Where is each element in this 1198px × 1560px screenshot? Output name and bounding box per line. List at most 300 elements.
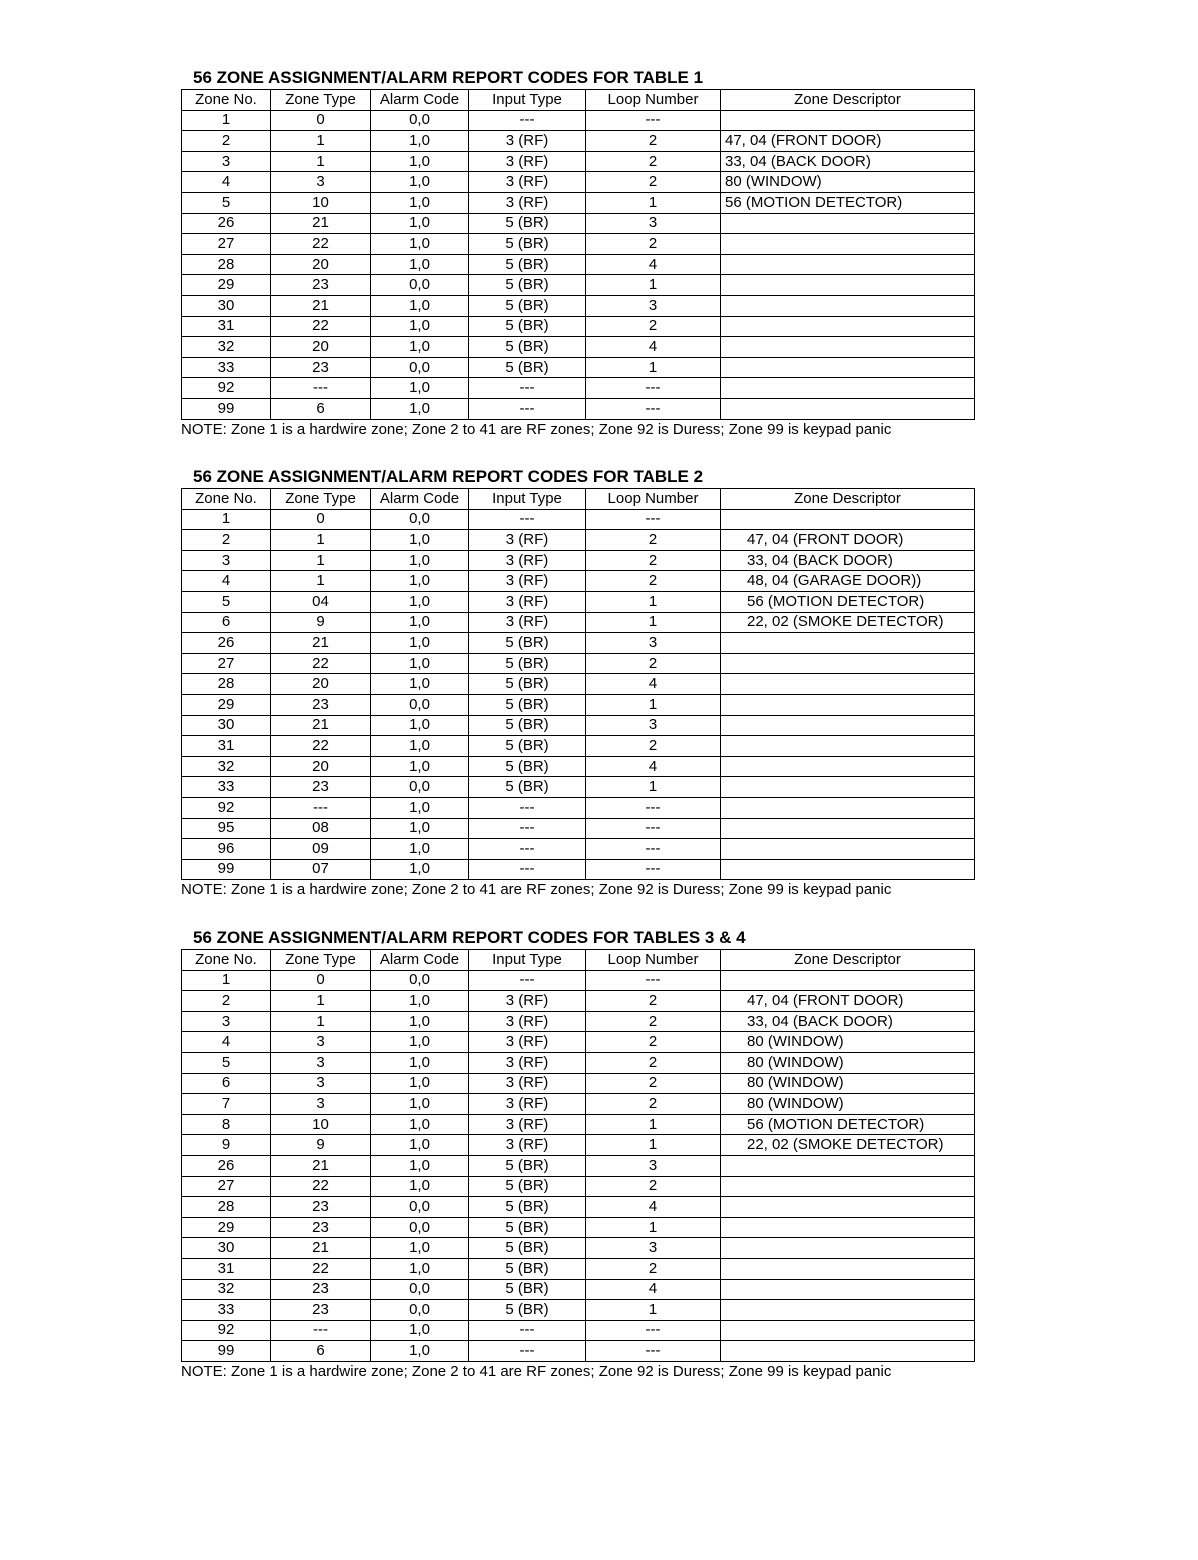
zone-descriptor-text: 80 (WINDOW) [747,1033,844,1051]
cell-zone-descriptor [721,234,975,255]
table-row [182,991,975,1012]
cell-zone-descriptor [721,275,975,296]
column-header-loop-number: Loop Number [586,489,721,510]
cell-zone-no: 30 [182,295,271,316]
cell-loop-number: 4 [586,674,721,695]
cell-zone-descriptor [721,254,975,275]
cell-zone-no: 29 [182,275,271,296]
cell-loop-number: 1 [586,192,721,213]
cell-input-type: 5 (BR) [469,1155,586,1176]
cell-alarm-code: 1,0 [371,653,469,674]
cell-input-type: 3 (RF) [469,530,586,551]
cell-loop-number: 2 [586,571,721,592]
cell-zone-descriptor [721,970,975,991]
cell-zone-descriptor [721,736,975,757]
cell-zone-descriptor [721,172,975,193]
cell-alarm-code: 1,0 [371,254,469,275]
table-row [182,1094,975,1115]
cell-input-type: 5 (BR) [469,316,586,337]
cell-input-type: 3 (RF) [469,172,586,193]
cell-zone-type: 1 [271,530,371,551]
cell-zone-no: 33 [182,777,271,798]
cell-zone-descriptor [721,378,975,399]
cell-input-type: 3 (RF) [469,1032,586,1053]
cell-zone-descriptor [721,991,975,1012]
cell-loop-number: 2 [586,1094,721,1115]
cell-zone-type: 10 [271,192,371,213]
cell-loop-number: --- [586,378,721,399]
table-note: NOTE: Zone 1 is a hardwire zone; Zone 2 to 41 are RF zones; Zone 92 is Duress; Zone 99 is keypad panic [181,881,892,899]
cell-alarm-code: 1,0 [371,295,469,316]
cell-zone-descriptor [721,151,975,172]
cell-zone-no: 6 [182,1073,271,1094]
cell-zone-no: 27 [182,653,271,674]
table-row [182,398,975,419]
cell-alarm-code: 1,0 [371,674,469,695]
table-title: 56 ZONE ASSIGNMENT/ALARM REPORT CODES FOR TABLES 3 & 4 [193,928,746,947]
cell-loop-number: 4 [586,1279,721,1300]
cell-alarm-code: 0,0 [371,694,469,715]
cell-zone-descriptor [721,509,975,530]
cell-loop-number: 2 [586,131,721,152]
cell-zone-no: 30 [182,1238,271,1259]
cell-loop-number: 1 [586,777,721,798]
cell-zone-descriptor [721,1197,975,1218]
table-row [182,131,975,152]
cell-zone-descriptor [721,398,975,419]
cell-zone-type: 23 [271,1217,371,1238]
cell-zone-type: 9 [271,612,371,633]
cell-zone-type: 3 [271,1094,371,1115]
cell-input-type: --- [469,818,586,839]
cell-zone-descriptor [721,571,975,592]
cell-input-type: --- [469,378,586,399]
cell-zone-descriptor [721,1155,975,1176]
cell-zone-descriptor [721,1114,975,1135]
cell-alarm-code: 0,0 [371,1217,469,1238]
table-row [182,509,975,530]
table-note: NOTE: Zone 1 is a hardwire zone; Zone 2 to 41 are RF zones; Zone 92 is Duress; Zone 99 is keypad panic [181,420,892,438]
cell-zone-no: 5 [182,591,271,612]
cell-zone-no: 4 [182,571,271,592]
cell-alarm-code: 1,0 [371,859,469,880]
cell-alarm-code: 1,0 [371,1135,469,1156]
cell-loop-number: 2 [586,172,721,193]
cell-loop-number: 3 [586,295,721,316]
cell-input-type: 5 (BR) [469,674,586,695]
cell-input-type: --- [469,110,586,131]
cell-zone-no: 31 [182,736,271,757]
cell-zone-descriptor [721,1300,975,1321]
cell-zone-descriptor [721,653,975,674]
cell-loop-number: --- [586,509,721,530]
zone-table-2-section [181,466,974,900]
cell-zone-type: 22 [271,1258,371,1279]
cell-zone-type: 20 [271,756,371,777]
cell-zone-no: 28 [182,1197,271,1218]
cell-zone-no: 27 [182,1176,271,1197]
cell-loop-number: 2 [586,550,721,571]
cell-loop-number: 1 [586,694,721,715]
zone-descriptor-text: 56 (MOTION DETECTOR) [747,1115,925,1133]
zone-descriptor-text: 47, 04 (FRONT DOOR) [747,991,904,1009]
cell-loop-number: 3 [586,633,721,654]
cell-input-type: 3 (RF) [469,192,586,213]
cell-zone-no: 26 [182,633,271,654]
cell-zone-type: 22 [271,234,371,255]
cell-alarm-code: 1,0 [371,1238,469,1259]
table-row [182,378,975,399]
cell-zone-type: 23 [271,1300,371,1321]
cell-zone-no: 92 [182,797,271,818]
cell-loop-number: 2 [586,1052,721,1073]
table-header-row [182,950,975,971]
cell-input-type: 5 (BR) [469,234,586,255]
cell-alarm-code: 1,0 [371,192,469,213]
cell-alarm-code: 1,0 [371,1155,469,1176]
cell-zone-descriptor [721,1052,975,1073]
cell-zone-no: 6 [182,612,271,633]
table-row [182,756,975,777]
cell-loop-number: 1 [586,275,721,296]
cell-alarm-code: 1,0 [371,715,469,736]
cell-alarm-code: 1,0 [371,736,469,757]
cell-loop-number: 4 [586,337,721,358]
cell-zone-type: 08 [271,818,371,839]
cell-input-type: 5 (BR) [469,275,586,296]
cell-input-type: 5 (BR) [469,736,586,757]
cell-input-type: 5 (BR) [469,254,586,275]
cell-zone-no: 99 [182,398,271,419]
cell-input-type: --- [469,1341,586,1362]
zone-descriptor-text: 80 (WINDOW) [747,1094,844,1112]
zone-descriptor-text: 80 (WINDOW) [747,1053,844,1071]
cell-loop-number: 1 [586,591,721,612]
column-header-zone-no: Zone No. [182,489,271,510]
table-row [182,839,975,860]
cell-input-type: 5 (BR) [469,1176,586,1197]
cell-input-type: 5 (BR) [469,213,586,234]
cell-input-type: 5 (BR) [469,653,586,674]
zone-descriptor-text: 80 (WINDOW) [747,1074,844,1092]
cell-zone-descriptor [721,859,975,880]
cell-loop-number: 2 [586,736,721,757]
cell-zone-type: 1 [271,1011,371,1032]
cell-zone-type: 21 [271,1155,371,1176]
cell-loop-number: 3 [586,213,721,234]
cell-loop-number: 4 [586,254,721,275]
cell-loop-number: 1 [586,1300,721,1321]
cell-loop-number: 1 [586,612,721,633]
cell-input-type: 5 (BR) [469,295,586,316]
cell-loop-number: 1 [586,357,721,378]
table-row [182,1135,975,1156]
cell-loop-number: --- [586,797,721,818]
column-header-zone-type: Zone Type [271,489,371,510]
table-row [182,1073,975,1094]
cell-alarm-code: 1,0 [371,1073,469,1094]
cell-alarm-code: 1,0 [371,571,469,592]
cell-input-type: 5 (BR) [469,756,586,777]
cell-zone-type: 21 [271,715,371,736]
cell-loop-number: --- [586,1320,721,1341]
cell-zone-no: 8 [182,1114,271,1135]
cell-input-type: 3 (RF) [469,131,586,152]
cell-zone-type: 23 [271,694,371,715]
cell-zone-no: 3 [182,550,271,571]
cell-zone-type: 6 [271,398,371,419]
cell-zone-type: 1 [271,571,371,592]
cell-loop-number: 2 [586,653,721,674]
cell-zone-type: 21 [271,633,371,654]
table-row [182,172,975,193]
cell-zone-no: 32 [182,756,271,777]
cell-zone-descriptor [721,357,975,378]
zone-assignment-table [181,488,975,880]
table-row [182,1279,975,1300]
table-row [182,550,975,571]
table-row [182,1032,975,1053]
cell-alarm-code: 1,0 [371,633,469,654]
cell-zone-type: 1 [271,991,371,1012]
table-row [182,316,975,337]
cell-input-type: 5 (BR) [469,633,586,654]
column-header-alarm-code: Alarm Code [371,90,469,111]
cell-input-type: 5 (BR) [469,357,586,378]
table-row [182,1155,975,1176]
table-row [182,1341,975,1362]
cell-zone-type: 23 [271,777,371,798]
zone-table-3-section [181,927,974,1382]
cell-input-type: 3 (RF) [469,991,586,1012]
table-row [182,1300,975,1321]
cell-zone-no: 26 [182,213,271,234]
cell-zone-no: 4 [182,1032,271,1053]
cell-zone-no: 29 [182,694,271,715]
cell-zone-type: 3 [271,172,371,193]
cell-zone-no: 95 [182,818,271,839]
cell-loop-number: --- [586,1341,721,1362]
cell-zone-no: 31 [182,1258,271,1279]
cell-alarm-code: 1,0 [371,1176,469,1197]
cell-loop-number: 2 [586,1073,721,1094]
cell-zone-type: 23 [271,357,371,378]
cell-alarm-code: 1,0 [371,991,469,1012]
column-header-alarm-code: Alarm Code [371,489,469,510]
cell-zone-type: 23 [271,1197,371,1218]
zone-descriptor-text: 22, 02 (SMOKE DETECTOR) [747,613,944,631]
cell-alarm-code: 1,0 [371,234,469,255]
table-row [182,612,975,633]
table-row [182,1011,975,1032]
cell-loop-number: 4 [586,1197,721,1218]
column-header-input-type: Input Type [469,950,586,971]
cell-alarm-code: 1,0 [371,530,469,551]
cell-input-type: 3 (RF) [469,571,586,592]
cell-zone-descriptor [721,1217,975,1238]
cell-alarm-code: 1,0 [371,1341,469,1362]
cell-zone-no: 2 [182,530,271,551]
cell-zone-descriptor [721,694,975,715]
cell-input-type: 3 (RF) [469,1135,586,1156]
table-row [182,1197,975,1218]
cell-alarm-code: 0,0 [371,1279,469,1300]
cell-alarm-code: 1,0 [371,839,469,860]
cell-zone-descriptor [721,550,975,571]
cell-alarm-code: 1,0 [371,612,469,633]
cell-zone-type: --- [271,1320,371,1341]
zone-descriptor-text: 80 (WINDOW) [725,173,822,191]
zone-descriptor-text: 48, 04 (GARAGE DOOR)) [747,572,922,590]
cell-loop-number: --- [586,859,721,880]
cell-input-type: 3 (RF) [469,1114,586,1135]
cell-zone-type: 23 [271,1279,371,1300]
cell-alarm-code: 1,0 [371,213,469,234]
cell-input-type: --- [469,398,586,419]
cell-alarm-code: 0,0 [371,110,469,131]
cell-alarm-code: 1,0 [371,1032,469,1053]
cell-input-type: 5 (BR) [469,1279,586,1300]
cell-zone-type: 21 [271,213,371,234]
cell-zone-descriptor [721,777,975,798]
cell-zone-no: 28 [182,254,271,275]
cell-loop-number: 2 [586,1032,721,1053]
cell-alarm-code: 0,0 [371,777,469,798]
cell-zone-type: 0 [271,509,371,530]
cell-zone-type: 10 [271,1114,371,1135]
cell-alarm-code: 1,0 [371,1011,469,1032]
table-row [182,777,975,798]
cell-zone-descriptor [721,1094,975,1115]
cell-loop-number: --- [586,818,721,839]
table-row [182,1238,975,1259]
cell-alarm-code: 0,0 [371,1300,469,1321]
cell-zone-type: 3 [271,1073,371,1094]
cell-alarm-code: 1,0 [371,172,469,193]
cell-zone-descriptor [721,213,975,234]
zone-descriptor-text: 47, 04 (FRONT DOOR) [747,530,904,548]
cell-zone-type: 04 [271,591,371,612]
table-row [182,1052,975,1073]
cell-loop-number: 3 [586,715,721,736]
cell-zone-descriptor [721,1176,975,1197]
table-row [182,1114,975,1135]
cell-zone-descriptor [721,110,975,131]
zone-descriptor-text: 33, 04 (BACK DOOR) [747,551,893,569]
cell-zone-no: 27 [182,234,271,255]
cell-alarm-code: 1,0 [371,1094,469,1115]
cell-zone-no: 29 [182,1217,271,1238]
cell-input-type: 5 (BR) [469,777,586,798]
cell-input-type: 3 (RF) [469,1094,586,1115]
table-row [182,653,975,674]
zone-descriptor-text: 47, 04 (FRONT DOOR) [725,131,882,149]
cell-zone-type: 0 [271,110,371,131]
table-title: 56 ZONE ASSIGNMENT/ALARM REPORT CODES FOR TABLE 1 [193,68,704,87]
cell-zone-no: 7 [182,1094,271,1115]
cell-loop-number: 4 [586,756,721,777]
cell-zone-no: 28 [182,674,271,695]
cell-zone-no: 1 [182,509,271,530]
cell-zone-no: 92 [182,378,271,399]
column-header-zone-no: Zone No. [182,90,271,111]
cell-input-type: 5 (BR) [469,1300,586,1321]
cell-zone-descriptor [721,1135,975,1156]
table-row [182,357,975,378]
cell-zone-descriptor [721,1073,975,1094]
table-row [182,530,975,551]
cell-alarm-code: 0,0 [371,970,469,991]
cell-input-type: --- [469,509,586,530]
column-header-zone-descriptor: Zone Descriptor [721,489,975,510]
zone-assignment-table [181,949,975,1362]
cell-alarm-code: 1,0 [371,378,469,399]
column-header-zone-type: Zone Type [271,950,371,971]
cell-zone-descriptor [721,131,975,152]
cell-zone-no: 5 [182,192,271,213]
cell-loop-number: 2 [586,316,721,337]
cell-zone-type: 9 [271,1135,371,1156]
table-header-row [182,90,975,111]
cell-zone-descriptor [721,1341,975,1362]
cell-zone-descriptor [721,715,975,736]
cell-alarm-code: 1,0 [371,337,469,358]
table-row [182,674,975,695]
table-row [182,571,975,592]
column-header-alarm-code: Alarm Code [371,950,469,971]
cell-alarm-code: 0,0 [371,357,469,378]
cell-zone-descriptor [721,1238,975,1259]
cell-loop-number: --- [586,110,721,131]
table-row [182,818,975,839]
column-header-zone-no: Zone No. [182,950,271,971]
cell-zone-descriptor [721,530,975,551]
cell-input-type: 3 (RF) [469,1052,586,1073]
table-row [182,151,975,172]
cell-loop-number: --- [586,970,721,991]
cell-zone-type: 07 [271,859,371,880]
cell-loop-number: 2 [586,1176,721,1197]
cell-alarm-code: 0,0 [371,1197,469,1218]
cell-input-type: 3 (RF) [469,1011,586,1032]
cell-alarm-code: 1,0 [371,398,469,419]
cell-loop-number: 1 [586,1217,721,1238]
cell-zone-descriptor [721,839,975,860]
cell-zone-no: 99 [182,1341,271,1362]
cell-zone-no: 33 [182,357,271,378]
cell-input-type: --- [469,970,586,991]
cell-zone-type: 21 [271,295,371,316]
cell-alarm-code: 1,0 [371,591,469,612]
cell-loop-number: --- [586,398,721,419]
cell-loop-number: 2 [586,991,721,1012]
zone-assignment-table [181,89,975,420]
cell-loop-number: 2 [586,1011,721,1032]
cell-input-type: 5 (BR) [469,1217,586,1238]
cell-loop-number: 3 [586,1155,721,1176]
cell-zone-no: 3 [182,1011,271,1032]
cell-zone-type: 20 [271,674,371,695]
cell-zone-type: 22 [271,1176,371,1197]
cell-zone-no: 9 [182,1135,271,1156]
cell-zone-no: 1 [182,970,271,991]
cell-zone-no: 92 [182,1320,271,1341]
cell-zone-type: 22 [271,736,371,757]
table-row [182,1217,975,1238]
table-row [182,633,975,654]
table-row [182,337,975,358]
cell-zone-descriptor [721,1258,975,1279]
